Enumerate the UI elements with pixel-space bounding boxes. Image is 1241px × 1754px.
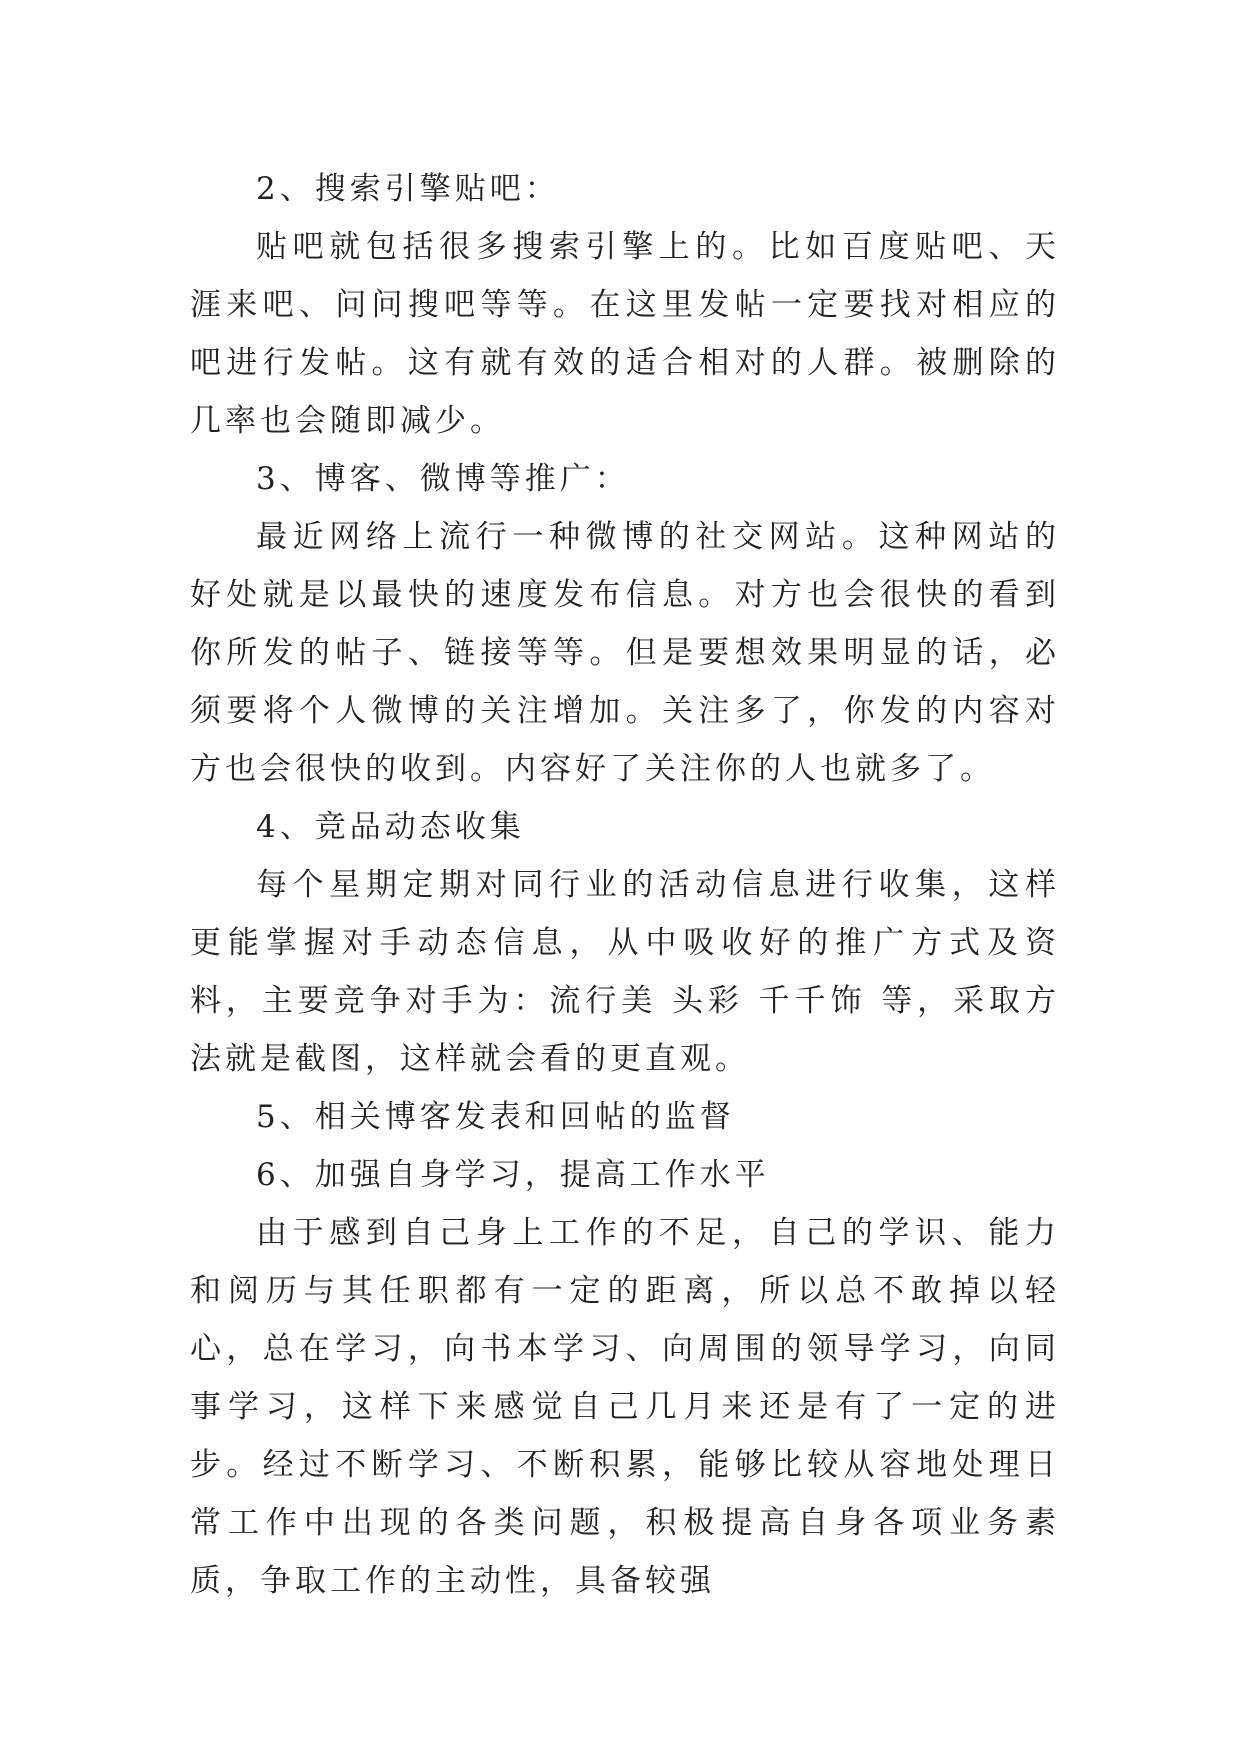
paragraph-self-learning: 由于感到自己身上工作的不足，自己的学识、能力和阅历与其任职都有一定的距离，所以总不敢掉以轻心，总在学习，向书本学习、向周围的领导学习，向同事学习，这样下来感觉自己几月来还是有了一定的进步。经过不断学习、不断积累，能够比较从容地处理日常工作中出现的各类问题，积极提高自身各项业务素质，争取工作的主动性，具备较强 (190, 1215, 1060, 1599)
paragraph-competitor-tracking: 每个星期定期对同行业的活动信息进行收集，这样更能掌握对手动态信息，从中吸收好的推广方式及资料，主要竞争对手为：流行美 头彩 千千饰 等，采取方法就是截图，这样就会看的更直观。 (190, 867, 1060, 1077)
section-heading-competitor-tracking: 4、竞品动态收集 (256, 809, 525, 845)
paragraph-tieba: 贴吧就包括很多搜索引擎上的。比如百度贴吧、天涯来吧、问问搜吧等等。在这里发帖一定要找对相应的吧进行发帖。这有就有效的适合相对的人群。被删除的几率也会随即减少。 (190, 229, 1060, 439)
paragraph-weibo: 最近网络上流行一种微博的社交网站。这种网站的好处就是以最快的速度发布信息。对方也会很快的看到你所发的帖子、链接等等。但是要想效果明显的话，必须要将个人微博的关注增加。关注多了，你发的内容对方也会很快的收到。内容好了关注你的人也就多了。 (190, 519, 1060, 787)
section-heading-blog-monitoring: 5、相关博客发表和回帖的监督 (256, 1099, 735, 1135)
document-body (190, 160, 1060, 1610)
section-heading-blog-weibo: 3、博客、微博等推广： (256, 461, 630, 497)
section-heading-search-engine-tieba: 2、搜索引擎贴吧： (256, 171, 560, 207)
section-heading-self-learning: 6、加强自身学习，提高工作水平 (256, 1157, 770, 1193)
